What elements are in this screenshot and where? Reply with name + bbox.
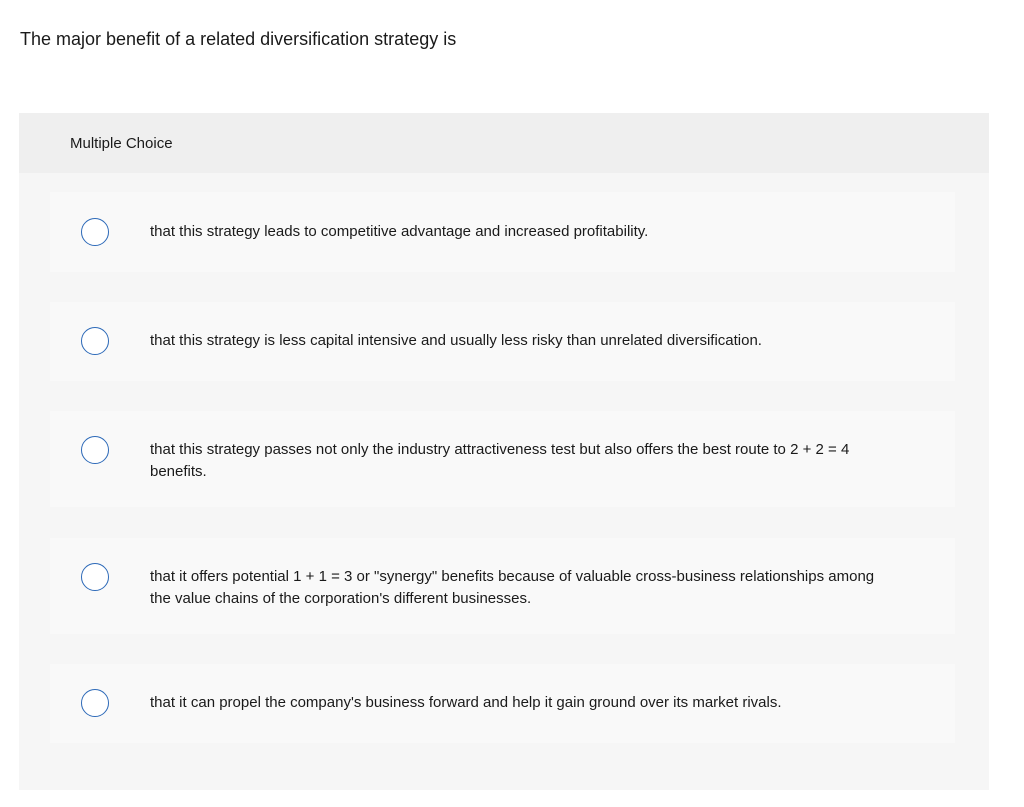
choice-label: that this strategy leads to competitive advantage and increased profitability. — [150, 223, 649, 240]
question-type-label: Multiple Choice — [70, 135, 173, 152]
radio-button-icon[interactable] — [81, 327, 109, 355]
radio-button-icon[interactable] — [81, 436, 109, 464]
choice-option-5[interactable] — [50, 664, 955, 743]
radio-button-icon[interactable] — [81, 563, 109, 591]
radio-button-icon[interactable] — [81, 689, 109, 717]
choice-option-2[interactable] — [50, 302, 955, 381]
multiple-choice-panel — [19, 113, 989, 790]
choice-label: that this strategy passes not only the industry attractiveness test but also offers the best route to 2 + 2 = 4 benefits. — [150, 441, 850, 480]
choice-option-3[interactable] — [50, 411, 955, 507]
choice-option-4[interactable] — [50, 538, 955, 634]
question-text: The major benefit of a related diversification strategy is — [20, 29, 457, 49]
choice-label: that it offers potential 1 + 1 = 3 or "synergy" benefits because of valuable cross-business relationships among the value chains of the corporation's different businesses. — [150, 568, 875, 607]
choice-option-1[interactable] — [50, 192, 955, 272]
radio-button-icon[interactable] — [81, 218, 109, 246]
choice-label: that it can propel the company's business forward and help it gain ground over its market rivals. — [150, 694, 782, 711]
choice-label: that this strategy is less capital intensive and usually less risky than unrelated diversification. — [150, 332, 762, 349]
panel-header — [19, 113, 989, 173]
